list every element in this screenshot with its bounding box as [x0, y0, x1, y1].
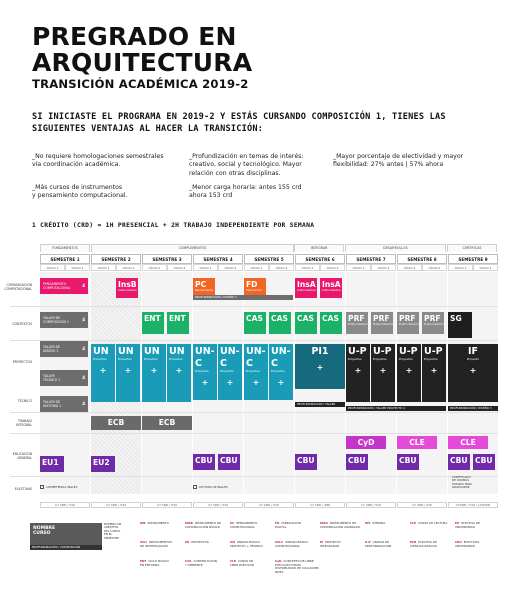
course-code: ENT: [144, 314, 161, 323]
advantage-1: _No requiere homologaciones semestrales vía coordinación académica.: [32, 153, 164, 169]
phase-complementos: COMPLEMENTOS: [91, 244, 294, 252]
cycle-label: CICLO 1: [244, 264, 269, 271]
course-code: UN: [144, 346, 160, 357]
plus-icon: +: [226, 378, 234, 388]
legend-text: CICLO BÁSICO EN ENTORNO: [140, 559, 169, 567]
advantage-4: _Más cursos de instrumentos y pensamiento computacional.: [32, 184, 128, 200]
course-code: PRF: [424, 314, 441, 323]
semester-6-header: SEMESTRE 6: [295, 254, 345, 264]
course-block-cbu[interactable]: [295, 454, 317, 470]
course-block-prf[interactable]: [422, 312, 444, 334]
phase-desarrollos: DESARROLLOS: [345, 244, 446, 252]
course-sub: Proyectos: [118, 357, 132, 361]
legend-code: EU: [455, 521, 460, 525]
cycle-label: CICLO 1: [193, 264, 218, 271]
semester-total: 17CRD / 510 / 133CRD: [448, 502, 498, 508]
course-block-un[interactable]: [116, 344, 140, 402]
course-block-un-c[interactable]: [193, 344, 217, 400]
course-label-computacional: PENSAMIENTO COMPUTACIONAL 4: [40, 278, 88, 294]
course-block-u-p[interactable]: [371, 344, 395, 402]
legend-item: [140, 522, 184, 526]
semester-total: 17 CRD / 510: [40, 502, 90, 508]
legend-text: CURSO DE LIBRE ELECCIÓN: [230, 559, 254, 567]
course-code: CBU: [450, 456, 468, 465]
cycle-label: CICLO 2: [65, 264, 90, 271]
semester-total: 17 CRD / 510: [397, 502, 447, 508]
course-sub: Instrumentos: [322, 288, 341, 292]
course-code: EU1: [42, 458, 59, 467]
legend-item: [230, 560, 274, 567]
legend-text: PROYECTO INTEGRADOR: [320, 540, 341, 548]
course-code: InsB: [118, 280, 137, 289]
course-sub: Proyectos: [169, 357, 183, 361]
legend-text: CURSO DE LECTURA: [417, 521, 448, 525]
course-code: CLE: [409, 438, 425, 447]
semester-7-header: SEMESTRE 7: [346, 254, 396, 264]
course-code: CAS: [271, 314, 288, 323]
plus-icon: +: [201, 378, 209, 388]
cycle-label: CICLO 1: [295, 264, 320, 271]
legend-code: PI: [320, 540, 324, 544]
plus-icon: +: [99, 366, 107, 376]
semester-5-header: SEMESTRE 5: [244, 254, 294, 264]
course-block-u-p[interactable]: [422, 344, 446, 402]
course-block-prf[interactable]: [346, 312, 368, 334]
legend-sample-card: NOMBRE CURSO: [30, 523, 102, 545]
course-code: PRF: [348, 314, 365, 323]
cycle-label: CICLO 1: [40, 264, 65, 271]
plus-icon: +: [379, 366, 387, 376]
row-label-integral: TRABAJO INTEGRAL: [16, 419, 32, 427]
legend-text: INSTRUMENTO DE COMUNICACIÓN AVANZADO: [320, 521, 361, 529]
course-block-cas[interactable]: [269, 312, 291, 334]
course-code: CBU: [220, 456, 238, 465]
course-block-cas[interactable]: [295, 312, 317, 334]
legend-item: [410, 541, 454, 548]
course-sub: Profundización: [348, 322, 369, 326]
row-label-educacion: EDUCACIÓN GENERAL: [12, 452, 32, 460]
legend-item: [185, 541, 229, 545]
phase-certificas: CERTIFICAS: [447, 244, 497, 252]
course-label-historia: TALLER DE HISTORIA 1 4: [40, 396, 88, 412]
course-code: U-P: [348, 346, 367, 357]
legend-code: PC: [230, 521, 235, 525]
legend-code: PR: [185, 540, 190, 544]
cycle-label: CICLO 2: [116, 264, 141, 271]
phase-fundamentos: FUNDAMENTOS: [40, 244, 90, 252]
course-block-un[interactable]: [142, 344, 166, 402]
plus-icon: +: [150, 366, 158, 376]
course-sub: Profundización: [424, 322, 445, 326]
legend-text: INSTRUMENTO: [147, 521, 169, 525]
course-sub: Profundización: [373, 322, 394, 326]
cycle-label: CICLO 2: [218, 264, 243, 271]
legend-text: CONCEPTO DE LIBRE ELECCIÓN FORMA DISTRIBUIDOR DE CUALQUIER NIVEL: [275, 559, 319, 574]
course-block-eu1[interactable]: [40, 456, 64, 472]
course-code: CAS: [322, 314, 339, 323]
semester-8-header: SEMESTRE 8: [397, 254, 447, 264]
course-code: InsA: [297, 280, 316, 289]
course-sub: Profundización: [399, 322, 420, 326]
course-sub: Proyectos: [271, 369, 285, 373]
cycle-label: CICLO 2: [167, 264, 192, 271]
course-sub: Pensamiento: [195, 288, 214, 292]
advantage-5: _Menor carga horaria: antes 155 crd ahora 153 crd: [189, 184, 302, 200]
course-block-prf[interactable]: [371, 312, 393, 334]
course-code: InsA: [322, 280, 341, 289]
course-code: ENT: [169, 314, 186, 323]
course-block-cbu[interactable]: [473, 454, 495, 470]
course-block-cbu[interactable]: [346, 454, 368, 470]
legend-text: ELECTIVA DE CIENCIAS BÁSICAS: [410, 540, 437, 548]
page-title-line2: ARQUITECTURA: [32, 48, 253, 77]
legend-sample-bar: PROFUNDIZACIÓN / COMPOSICIÓN: [30, 545, 102, 550]
course-block-insa[interactable]: [320, 278, 342, 298]
page-subtitle: TRANSICIÓN ACADÉMICA 2019-2: [32, 77, 249, 91]
course-code: ECB: [158, 418, 176, 427]
course-label-tecnico: TALLER TÉCNICO 1 4: [40, 370, 88, 386]
cycle-label: CICLO 1: [346, 264, 371, 271]
legend-code: UN: [230, 540, 235, 544]
ingles-note-right: LECTURA DE INGLÉS: [193, 485, 228, 489]
legend-code: ECB: [410, 540, 417, 544]
legend-item: [455, 541, 499, 548]
legend-text: INSTRUMENTO DE COMUNICACIÓN BÁSICO: [185, 521, 222, 529]
course-label-composicion: TALLER DE COMPOSICIÓN 1 4: [40, 312, 88, 328]
course-sub: Fabricación: [246, 288, 262, 292]
legend-text: ELECTIVA DE UNIVERSIDAD: [455, 521, 480, 529]
course-code: UN-C: [246, 346, 266, 369]
legend-item: [185, 560, 229, 567]
legend-code: CBU: [455, 540, 462, 544]
semester-total: 17 CRD / 510: [244, 502, 294, 508]
profundizacion-bar: PROFUNDIZACIÓN / DISEÑO 2: [193, 295, 293, 300]
legend-text: PROYECTOS: [191, 540, 209, 544]
row-label-electivas: ELECTIVAS: [14, 487, 32, 491]
legend-text: ELECTIVAS UNIVERSIDAD: [455, 540, 480, 548]
course-block-prf[interactable]: [397, 312, 419, 334]
course-sub: Proyectos: [348, 357, 362, 361]
profundizacion-bar: PROFUNDIZACIÓN / DISEÑO 3: [448, 406, 498, 411]
course-block-un[interactable]: [167, 344, 191, 402]
course-code: CBU: [348, 456, 366, 465]
course-code: CBU: [195, 456, 213, 465]
legend-code: ENT: [140, 559, 147, 563]
course-block-pi1[interactable]: [295, 344, 345, 389]
legend-item: [275, 560, 319, 574]
legend-item: [230, 541, 274, 548]
legend-code: CLE: [230, 559, 236, 563]
legend-items: [140, 522, 505, 582]
course-code: CLE: [460, 438, 476, 447]
course-sub: Proyecto: [466, 357, 480, 361]
cycle-label: CICLO 1: [448, 264, 473, 271]
semester-1-header: SEMESTRE 1: [40, 254, 90, 264]
cycle-label: CICLO 2: [473, 264, 498, 271]
course-block-cbu[interactable]: [218, 454, 240, 470]
cycle-label: CICLO 1: [142, 264, 167, 271]
course-block-eu2[interactable]: [91, 456, 115, 472]
cycle-label: CICLO 2: [422, 264, 447, 271]
legend-item: [275, 522, 319, 529]
profundizacion-bar: PROFUNDIZACIÓN / TALLER PROYECTO 3: [295, 402, 345, 407]
legend-code: INT: [365, 521, 371, 525]
legend-item: [230, 522, 274, 529]
plus-icon: +: [405, 366, 413, 376]
course-block-insa[interactable]: [295, 278, 317, 298]
course-block-cbu[interactable]: [193, 454, 215, 470]
legend-text: CONSTRUCCIÓN Y AMBIENTE: [185, 559, 217, 567]
semester-total: 17 CRD / 510: [142, 502, 192, 508]
semester-total: 17 CRD / 486: [295, 502, 345, 508]
course-code: PC: [195, 280, 207, 289]
legend-item: [410, 522, 454, 526]
semester-2-header: SEMESTRE 2: [91, 254, 141, 264]
course-block-sg[interactable]: [448, 312, 472, 338]
semester-3-header: SEMESTRE 3: [142, 254, 192, 264]
cycle-label: CICLO 1: [91, 264, 116, 271]
course-code: CBU: [297, 456, 315, 465]
legend-item: [365, 541, 409, 548]
legend-item: [320, 541, 364, 548]
phase-integrar: INTEGRAR: [294, 244, 344, 252]
profundizacion-bar: PROFUNDIZACIÓN / TALLER PROYECTO 4: [346, 406, 446, 411]
semester-total: 17 CRD / 544: [193, 502, 243, 508]
legend-code: U-P: [365, 540, 371, 544]
legend-sample-note: NÚMERO DE CRÉDITOS DEL CURSO EN EL SEMESTRE: [104, 522, 122, 540]
course-sub: Proyectos: [373, 357, 387, 361]
course-code: UN-C: [220, 346, 240, 369]
cycle-label: CICLO 1: [397, 264, 422, 271]
course-code: U-P: [399, 346, 418, 357]
legend-text: UNIDAD BÁSICA PROYECTO + TÉCNICO: [230, 540, 263, 548]
cycle-label: CICLO 2: [269, 264, 294, 271]
advantage-2: _Profundización en temas de interés: creativo, social y tecnológico. Mayor relación con otras disciplinas.: [189, 153, 304, 177]
plus-icon: +: [316, 363, 324, 372]
course-code: ECB: [107, 418, 125, 427]
page-title-line1: PREGRADO EN: [32, 22, 237, 51]
legend-item: [275, 541, 319, 548]
course-code: IF: [467, 346, 479, 357]
course-block-un-c[interactable]: [244, 344, 268, 400]
legend-code: CAS: [185, 559, 192, 563]
course-block-ecb[interactable]: [91, 416, 141, 430]
course-block-cbu[interactable]: [397, 454, 419, 470]
course-sub: Proyectos: [195, 369, 209, 373]
course-block-un-c[interactable]: [218, 344, 242, 400]
course-block-cas[interactable]: [244, 312, 266, 334]
plus-icon: +: [354, 366, 362, 376]
legend-code: INSB: [185, 521, 193, 525]
course-block-u-p[interactable]: [346, 344, 370, 402]
course-code: CBU: [475, 456, 493, 465]
cycle-label: CICLO 2: [320, 264, 345, 271]
course-sub: Proyectos: [220, 369, 234, 373]
legend-code: FD: [275, 521, 280, 525]
course-code: UN-C: [195, 346, 215, 369]
legend-text: UNIDAD BÁSICA COMPUTACIONAL: [275, 540, 309, 548]
legend-item: [185, 522, 229, 529]
course-sub: Proyectos: [424, 357, 438, 361]
course-block-u-p[interactable]: [397, 344, 421, 402]
intro-text: SI INICIASTE EL PROGRAMA EN 2019-2 Y ESTÁS CURSANDO COMPOSICIÓN 1, TIENES LAS SIGUIENTES VENTAJAS AL HACER LA TRANSICIÓN:: [32, 112, 446, 134]
legend-code: UN-C: [275, 540, 284, 544]
legend-code: CLE: [410, 521, 416, 525]
course-code: UN: [169, 346, 185, 357]
cycle-label: CICLO 2: [371, 264, 396, 271]
legend-text: FABRICACIÓN DIGITAL: [275, 521, 301, 529]
semester-4-header: SEMESTRE 4: [193, 254, 243, 264]
plus-icon: +: [252, 378, 260, 388]
course-code: CBU: [399, 456, 417, 465]
course-code: PRF: [373, 314, 390, 323]
legend-code: INS: [140, 521, 146, 525]
plus-icon: +: [124, 366, 132, 376]
plus-icon: +: [469, 366, 477, 376]
course-block-ecb[interactable]: [142, 416, 192, 430]
certificado-note: CERTIFICADO DE IDIOMAS EXIGIDO PARA GRADUARSE: [452, 475, 472, 490]
course-block-ent[interactable]: [142, 312, 164, 334]
course-code: UN: [118, 346, 134, 357]
legend-code: INSA: [320, 521, 328, 525]
course-sub: Instrumentos: [118, 288, 137, 292]
semester-total: 17 CRD / 544: [91, 502, 141, 508]
semester-9-header: SEMESTRE 9: [448, 254, 498, 264]
plus-icon: +: [175, 366, 183, 376]
course-sub: Instrumentos: [297, 288, 316, 292]
row-label-proyectos: PROYECTOS: [12, 360, 32, 364]
course-code: FD: [246, 280, 258, 289]
credit-note: 1 CRÉDITO (CRD) = 1H PRESENCIAL + 2H TRABAJO INDEPENDIENTE POR SEMANA: [32, 222, 315, 229]
course-code: SG: [450, 314, 462, 323]
course-code: CAS: [297, 314, 314, 323]
course-block-un-c[interactable]: [269, 344, 293, 400]
legend-text: PENSAMIENTO COMPUTACIONAL: [230, 521, 258, 529]
course-code: PI1: [311, 346, 329, 357]
course-block-un[interactable]: [91, 344, 115, 402]
legend-text: INSTRUMENTOS DE INVESTIGACIÓN: [140, 540, 173, 548]
plus-icon: +: [277, 378, 285, 388]
advantage-3: _Mayor porcentaje de electividad y mayor flexibilidad: 27% antes | 57% ahora: [333, 153, 464, 169]
course-sub: Proyectos: [246, 369, 260, 373]
row-label-computacional: COMUNICACIÓN COMPUTACIONAL: [4, 283, 32, 291]
legend-item: [365, 522, 409, 526]
course-code: PRF: [399, 314, 416, 323]
legend-text: INTERNA: [372, 521, 386, 525]
course-sub: Proyectos: [144, 357, 158, 361]
legend-code: UN-I: [140, 540, 148, 544]
legend-code: CyD: [275, 559, 282, 563]
course-code: U-P: [424, 346, 443, 357]
course-code: EU2: [93, 458, 110, 467]
semester-total: 17 CRD / 510: [346, 502, 396, 508]
course-sub: Proyectos: [93, 357, 107, 361]
course-block-cle[interactable]: [397, 436, 437, 449]
course-code: CAS: [246, 314, 263, 323]
course-block-ent[interactable]: [167, 312, 189, 334]
course-block-cyd[interactable]: [346, 436, 386, 449]
plus-icon: +: [430, 366, 438, 376]
legend-item: [320, 522, 364, 529]
legend-item: [140, 560, 184, 567]
course-sub: Proyectos: [399, 357, 413, 361]
row-label-contextos: CONTEXTOS: [12, 322, 32, 326]
course-code: UN: [93, 346, 109, 357]
course-block-cle[interactable]: [448, 436, 488, 449]
course-code: CyD: [357, 438, 375, 447]
course-block-insb[interactable]: [116, 278, 138, 298]
legend-text: UNIDAD DE PROFUNDIZACIÓN: [365, 540, 392, 548]
course-label-diseno: TALLER DE DISEÑO 1 4: [40, 341, 88, 357]
course-block-cbu[interactable]: [448, 454, 470, 470]
legend-item: [455, 522, 499, 529]
row-label-tecnico: TÉCNICO: [17, 399, 32, 403]
legend-item: [140, 541, 184, 548]
course-block-if[interactable]: [448, 344, 498, 402]
course-code: UN-C: [271, 346, 291, 369]
course-code: U-P: [373, 346, 392, 357]
course-block-cas[interactable]: [320, 312, 342, 334]
ingles-note: COMPETENCIA INGLÉS: [40, 485, 77, 489]
